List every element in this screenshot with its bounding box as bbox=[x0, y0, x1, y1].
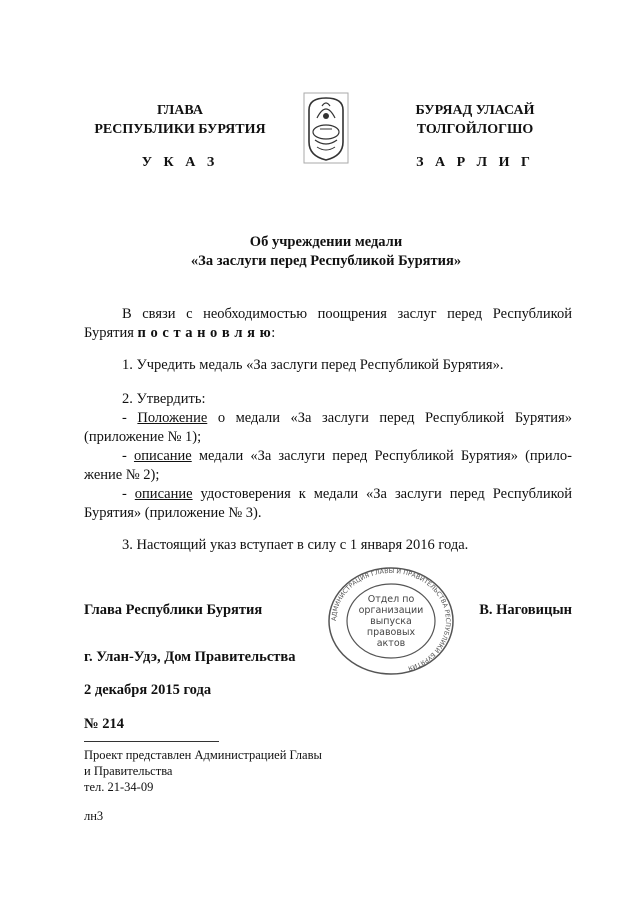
intro-line1: В связи с необходимостью поощрения заслуг перед Республикой bbox=[122, 306, 572, 322]
coat-of-arms-icon bbox=[303, 92, 349, 164]
item-2c-link[interactable]: описание bbox=[134, 486, 193, 502]
decree-date: 2 декабря 2015 года bbox=[84, 682, 212, 698]
stamp-text-line3: выпуска bbox=[370, 616, 412, 627]
intro-line2 bbox=[84, 324, 572, 343]
item-3: 3. Настоящий указ вступает в силу с 1 января 2016 года. bbox=[122, 537, 469, 553]
item-2b-dash: - bbox=[122, 448, 134, 464]
footnote-line1: Проект представлен Администрацией Главы bbox=[84, 748, 322, 762]
item-2b-link[interactable]: описание bbox=[133, 448, 192, 464]
resolve-word: п о с т а н о в л я ю bbox=[137, 325, 272, 341]
footnote-line3: тел. 21-34-09 bbox=[84, 780, 154, 794]
item-2c-dash: - bbox=[122, 486, 135, 502]
item-2a-line1 bbox=[122, 409, 572, 428]
item-2b-line2: жение № 2); bbox=[84, 467, 160, 483]
header-left-org-line1: ГЛАВА bbox=[157, 103, 203, 118]
document-title-line2: «За заслуги перед Республикой Бурятия» bbox=[190, 253, 462, 269]
stamp-ring-text: АДМИНИСТРАЦИЯ ГЛАВЫ И ПРАВИТЕЛЬСТВА РЕСПУБЛИКИ БУРЯТИЯ bbox=[330, 567, 452, 672]
document-title-line1: Об учреждении медали bbox=[249, 234, 403, 250]
header-left-doc-type: У К А З bbox=[141, 155, 219, 170]
footnote-divider bbox=[84, 741, 219, 742]
item-2b-line1 bbox=[122, 447, 572, 466]
header-right-org-line1: БУРЯАД УЛАСАЙ bbox=[415, 103, 535, 118]
item-1: 1. Учредить медаль «За заслуги перед Республикой Бурятия». bbox=[122, 357, 504, 373]
item-2a-rest: о медали «За заслуги перед Республикой Бурятия» bbox=[207, 410, 572, 426]
signatory-position: Глава Республики Бурятия bbox=[84, 602, 263, 618]
item-2a-dash: - bbox=[122, 410, 138, 426]
stamp-text-line4: правовых bbox=[366, 627, 416, 638]
header-left-org-line2: РЕСПУБЛИКИ БУРЯТИЯ bbox=[94, 122, 266, 137]
intro-colon: : bbox=[271, 325, 276, 341]
item-2-heading: 2. Утвердить: bbox=[122, 391, 206, 407]
footnote-line2: и Правительства bbox=[84, 764, 173, 778]
item-2a-link[interactable]: Положение bbox=[137, 410, 208, 426]
signatory-name: В. Наговицын bbox=[479, 602, 572, 618]
item-2c-line1 bbox=[122, 485, 572, 504]
item-2c-rest: удостоверения к медали «За заслуги перед Республикой bbox=[192, 486, 572, 502]
place-of-signing: г. Улан-Удэ, Дом Правительства bbox=[84, 649, 296, 665]
header-right-org-line2: ТОЛГОЙЛОГШО bbox=[416, 122, 534, 137]
stamp-text-line5: актов bbox=[376, 638, 406, 649]
intro-subject: Бурятия bbox=[84, 325, 138, 341]
item-2a-line2: (приложение № 1); bbox=[84, 429, 202, 445]
header-right-doc-type: З А Р Л И Г bbox=[416, 155, 534, 170]
executor-initials: лн3 bbox=[84, 809, 104, 823]
item-2c-line2: Бурятия» (приложение № 3). bbox=[84, 505, 262, 521]
decree-number: № 214 bbox=[84, 716, 124, 732]
stamp-text-line1: Отдел по bbox=[367, 594, 415, 605]
stamp-text-line2: организации bbox=[358, 605, 424, 616]
item-2b-rest: медали «За заслуги перед Республикой Бурятия» (прило- bbox=[191, 448, 572, 464]
